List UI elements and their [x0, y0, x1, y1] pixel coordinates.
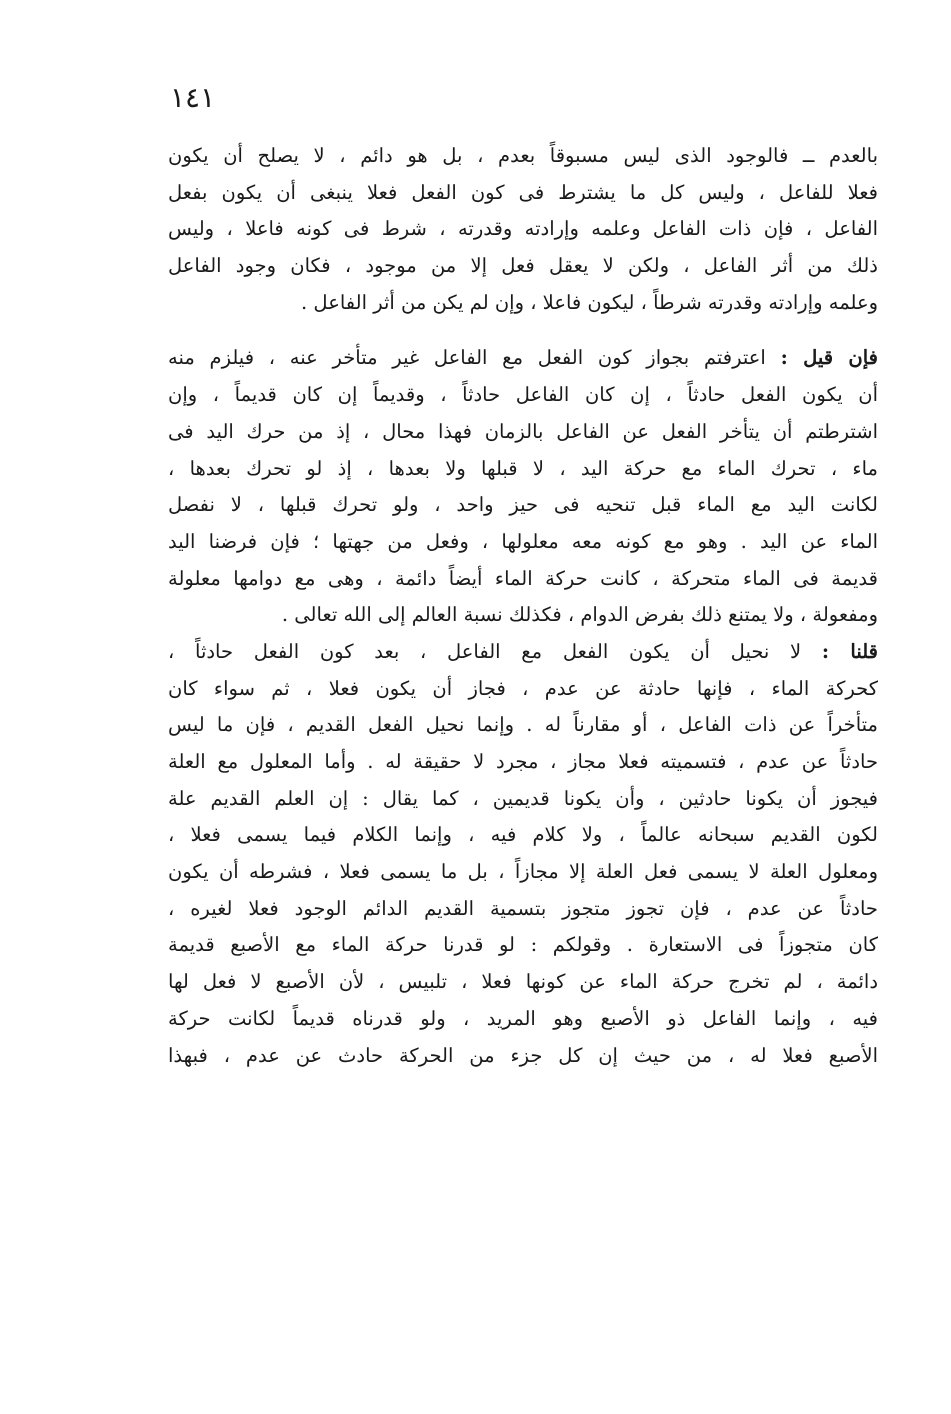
text-line: ومعلول العلة لا يسمى فعل العلة إلا مجازاً ، بل ما يسمى فعلا ، فشرطه أن يكون	[168, 860, 878, 884]
text-line: فيه ، وإنما الفاعل ذو الأصبع وهو المريد ، ولو قدرناه قديماً لكانت حركة	[168, 1006, 878, 1030]
text-line: كحركة الماء ، فإنها حادثة عن عدم ، فجاز أن يكون فعلا ، ثم سواء كان	[168, 676, 878, 700]
text-line: قديمة فى الماء متحركة ، كانت حركة الماء أيضاً دائمة ، وهى مع دوامها معلولة	[168, 566, 878, 590]
text-line: دائمة ، لم تخرج حركة الماء عن كونها فعلا ، تلبيس ، لأن الأصبع لا فعل لها	[168, 970, 878, 994]
paragraph-spacer	[168, 321, 878, 340]
text-line: حادثاً عن عدم ، فتسميته فعلا مجاز ، مجرد لا حقيقة له . وأما المعلول مع العلة	[168, 750, 878, 773]
text-line: وعلمه وإرادته وقدرته شرطاً ، ليكون فاعلا ، وإن لم يكن من أثر الفاعل .	[301, 290, 878, 314]
text-line: ذلك من أثر الفاعل ، ولكن لا يعقل فعل إلا من موجود ، فكان وجود الفاعل	[168, 254, 878, 278]
text-line: كان متجوزاً فى الاستعارة . وقولكم : لو قدرنا حركة الماء مع الأصبع قديمة	[168, 933, 878, 957]
text-line: لكانت اليد مع الماء قبل تنحيه فى حيز واحد ، ولو تحرك قبلها ، لا نفصل	[168, 493, 878, 517]
paragraph-3	[168, 634, 878, 1074]
text-line: ماء ، تحرك الماء مع حركة اليد ، لا قبلها ولا بعدها ، إذ لو تحرك بعدها ،	[168, 456, 878, 480]
text-line: فعلا للفاعل ، وليس كل ما يشترط فى كون الفعل فعلا ينبغى أن يكون بفعل	[168, 180, 878, 204]
text-line: الأصبع فعلا له ، من حيث إن كل جزء من الحركة حادث عن عدم ، فبهذا	[168, 1043, 878, 1067]
text-line: لكون القديم سبحانه عالماً ، ولا كلام فيه ، وإنما الكلام فيما يسمى فعلا ،	[168, 823, 878, 847]
text-line-rest: لا نحيل أن يكون الفعل مع الفاعل ، بعد كون الفعل حادثاً ،	[168, 639, 802, 663]
text-line: أن يكون الفعل حادثاً ، إن كان الفاعل حادثاً ، وقديماً إن كان قديماً ، وإن	[168, 383, 878, 407]
text-line: ومفعولة ، ولا يمتنع ذلك بفرض الدوام ، فكذلك نسبة العالم إلى الله تعالى .	[281, 603, 878, 627]
paragraph-1	[168, 138, 878, 321]
page-number: ١٤١	[170, 81, 216, 114]
text-line: حادثاً عن عدم ، فإن تجوز متجوز بتسمية القديم الدائم الوجود فعلا لغيره ،	[168, 896, 878, 920]
objection-lead-word: فإن قيل :	[780, 346, 878, 370]
text-line	[168, 634, 878, 671]
text-line: الفاعل ، فإن ذات الفاعل وعلمه وإرادته وقدرته ، شرط فى كونه فاعلا ، وليس	[168, 217, 878, 241]
page-body	[168, 138, 878, 1074]
text-line: متأخراً عن ذات الفاعل ، أو مقارناً له . وإنما نحيل الفعل القديم ، فإن ما ليس	[168, 713, 878, 737]
text-line: بالعدم ــ فالوجود الذى ليس مسبوقاً بعدم ، بل هو دائم ، لا يصلح أن يكون	[168, 144, 878, 167]
reply-lead-word: قلنا :	[821, 639, 878, 663]
paragraph-2	[168, 340, 878, 634]
text-line-rest: اعترفتم بجواز كون الفعل مع الفاعل غير متأخر عنه ، فيلزم منه	[168, 346, 766, 370]
text-line: فيجوز أن يكونا حادثين ، وأن يكونا قديمين ، كما يقال : إن العلم القديم علة	[168, 786, 878, 810]
text-line: اشترطتم أن يتأخر الفعل عن الفاعل بالزمان فهذا محال ، إذ من حرك اليد فى	[168, 419, 878, 443]
text-line	[168, 340, 878, 377]
text-line: الماء عن اليد . وهو مع كونه معه معلولها ، وفعل من جهتها ؛ فإن فرضنا اليد	[168, 529, 878, 553]
